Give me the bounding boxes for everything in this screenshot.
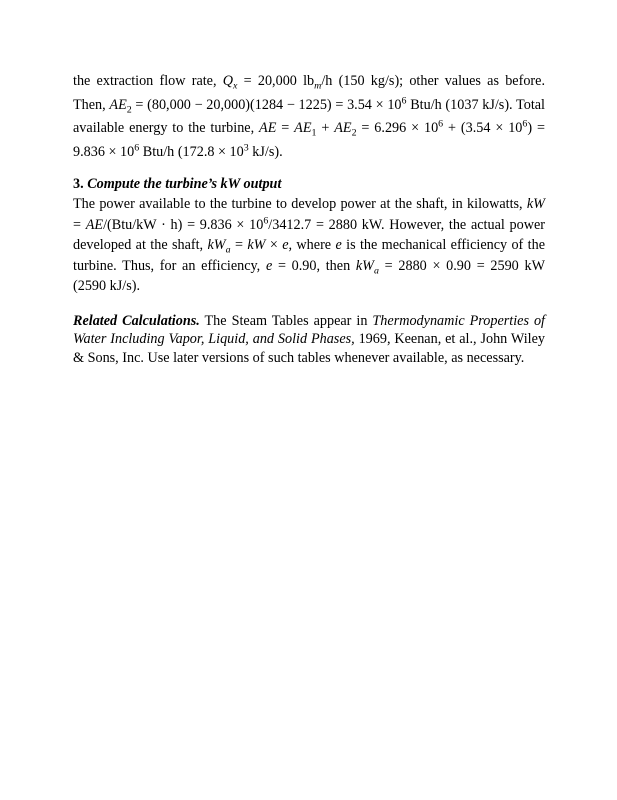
symbol-ae: AE [85,216,104,233]
text-run: /h (150 kg/s); other values as before. Then, [73,73,545,113]
subscript-1: 1 [311,127,317,139]
subscript-2: 2 [126,103,132,115]
symbol-kw: kW [355,257,374,274]
text-run: The Steam Tables appear in [199,312,373,329]
text-run: = 0.90, then [272,257,356,274]
symbol-ae: AE [294,120,312,136]
text-run: is the mechanical efficiency of the turbine. Thus, for an efficiency, [73,237,545,274]
symbol-kw: kW [207,237,226,253]
subscript-m: m [314,80,322,92]
text-run: = 20,000 lb [237,73,315,89]
text-run: 1969, Keenan, et al., John Wiley & Sons, Inc. Use later versions of such tables whenever available, as necessary. [73,331,545,366]
text-run: × [265,237,283,253]
text-run: ) = 9.836 × 10 [73,120,545,160]
book-title: Thermodynamic Properties of Water Including Vapor, Liquid, and Solid Phases, [73,312,545,347]
text-run: + [316,120,335,136]
text-run: The power available to the turbine to develop power at the shaft, in kilowatts, [73,196,527,212]
exponent: 6 [263,215,269,227]
symbol-kw: kW [526,196,545,212]
symbol-kw: kW [247,237,266,253]
symbol-q: Q [222,73,234,89]
symbol-ae: AE [259,120,277,136]
step-3-body [73,194,545,297]
subscript-x: x [233,80,238,92]
text-run: kJ/s). [248,143,283,160]
symbol-e: e [335,237,342,253]
text-run: = [73,216,86,233]
subscript-a: a [225,244,231,256]
text-run: /(Btu/kW · h) = 9.836 × 10 [103,216,264,233]
text-run: Btu/h (172.8 × 10 [139,143,244,160]
text-run: + (3.54 × 10 [443,120,523,136]
exponent: 6 [134,142,140,154]
text-run: the extraction flow rate, [73,73,223,89]
text-run: = [276,120,295,136]
document-page [73,70,545,367]
step-3-heading [73,175,545,194]
step-3-section [73,175,545,297]
text-run: = [230,237,248,253]
exponent: 3 [243,142,249,154]
step-number: 3. [73,176,88,192]
exponent: 6 [522,118,528,130]
text-run: where [292,237,336,253]
text-run: /3412.7 = 2880 kW. However, the actual power developed at the shaft, [73,216,545,253]
related-calculations-paragraph [73,312,545,368]
text-run: = 6.296 × 10 [356,120,439,136]
subscript-a: a [374,264,379,276]
text-run: Btu/h (1037 kJ/s). Total available energy to the turbine, [73,96,545,136]
text-run: = (80,000 − 20,000)(1284 − 1225) = 3.54 × 10 [131,96,402,113]
symbol-e: e, [282,237,293,253]
subscript-2: 2 [351,127,357,139]
symbol-ae: AE [109,96,127,113]
related-heading: Related Calculations. [73,312,200,329]
exponent: 6 [438,118,444,130]
exponent: 6 [401,95,407,107]
step-title: Compute the turbine’s kW output [87,176,282,192]
text-run: = 2880 × 0.90 = 2590 kW (2590 kJ/s). [73,257,545,294]
symbol-e: e [265,257,273,274]
symbol-ae: AE [334,120,352,136]
extraction-paragraph [73,70,545,164]
